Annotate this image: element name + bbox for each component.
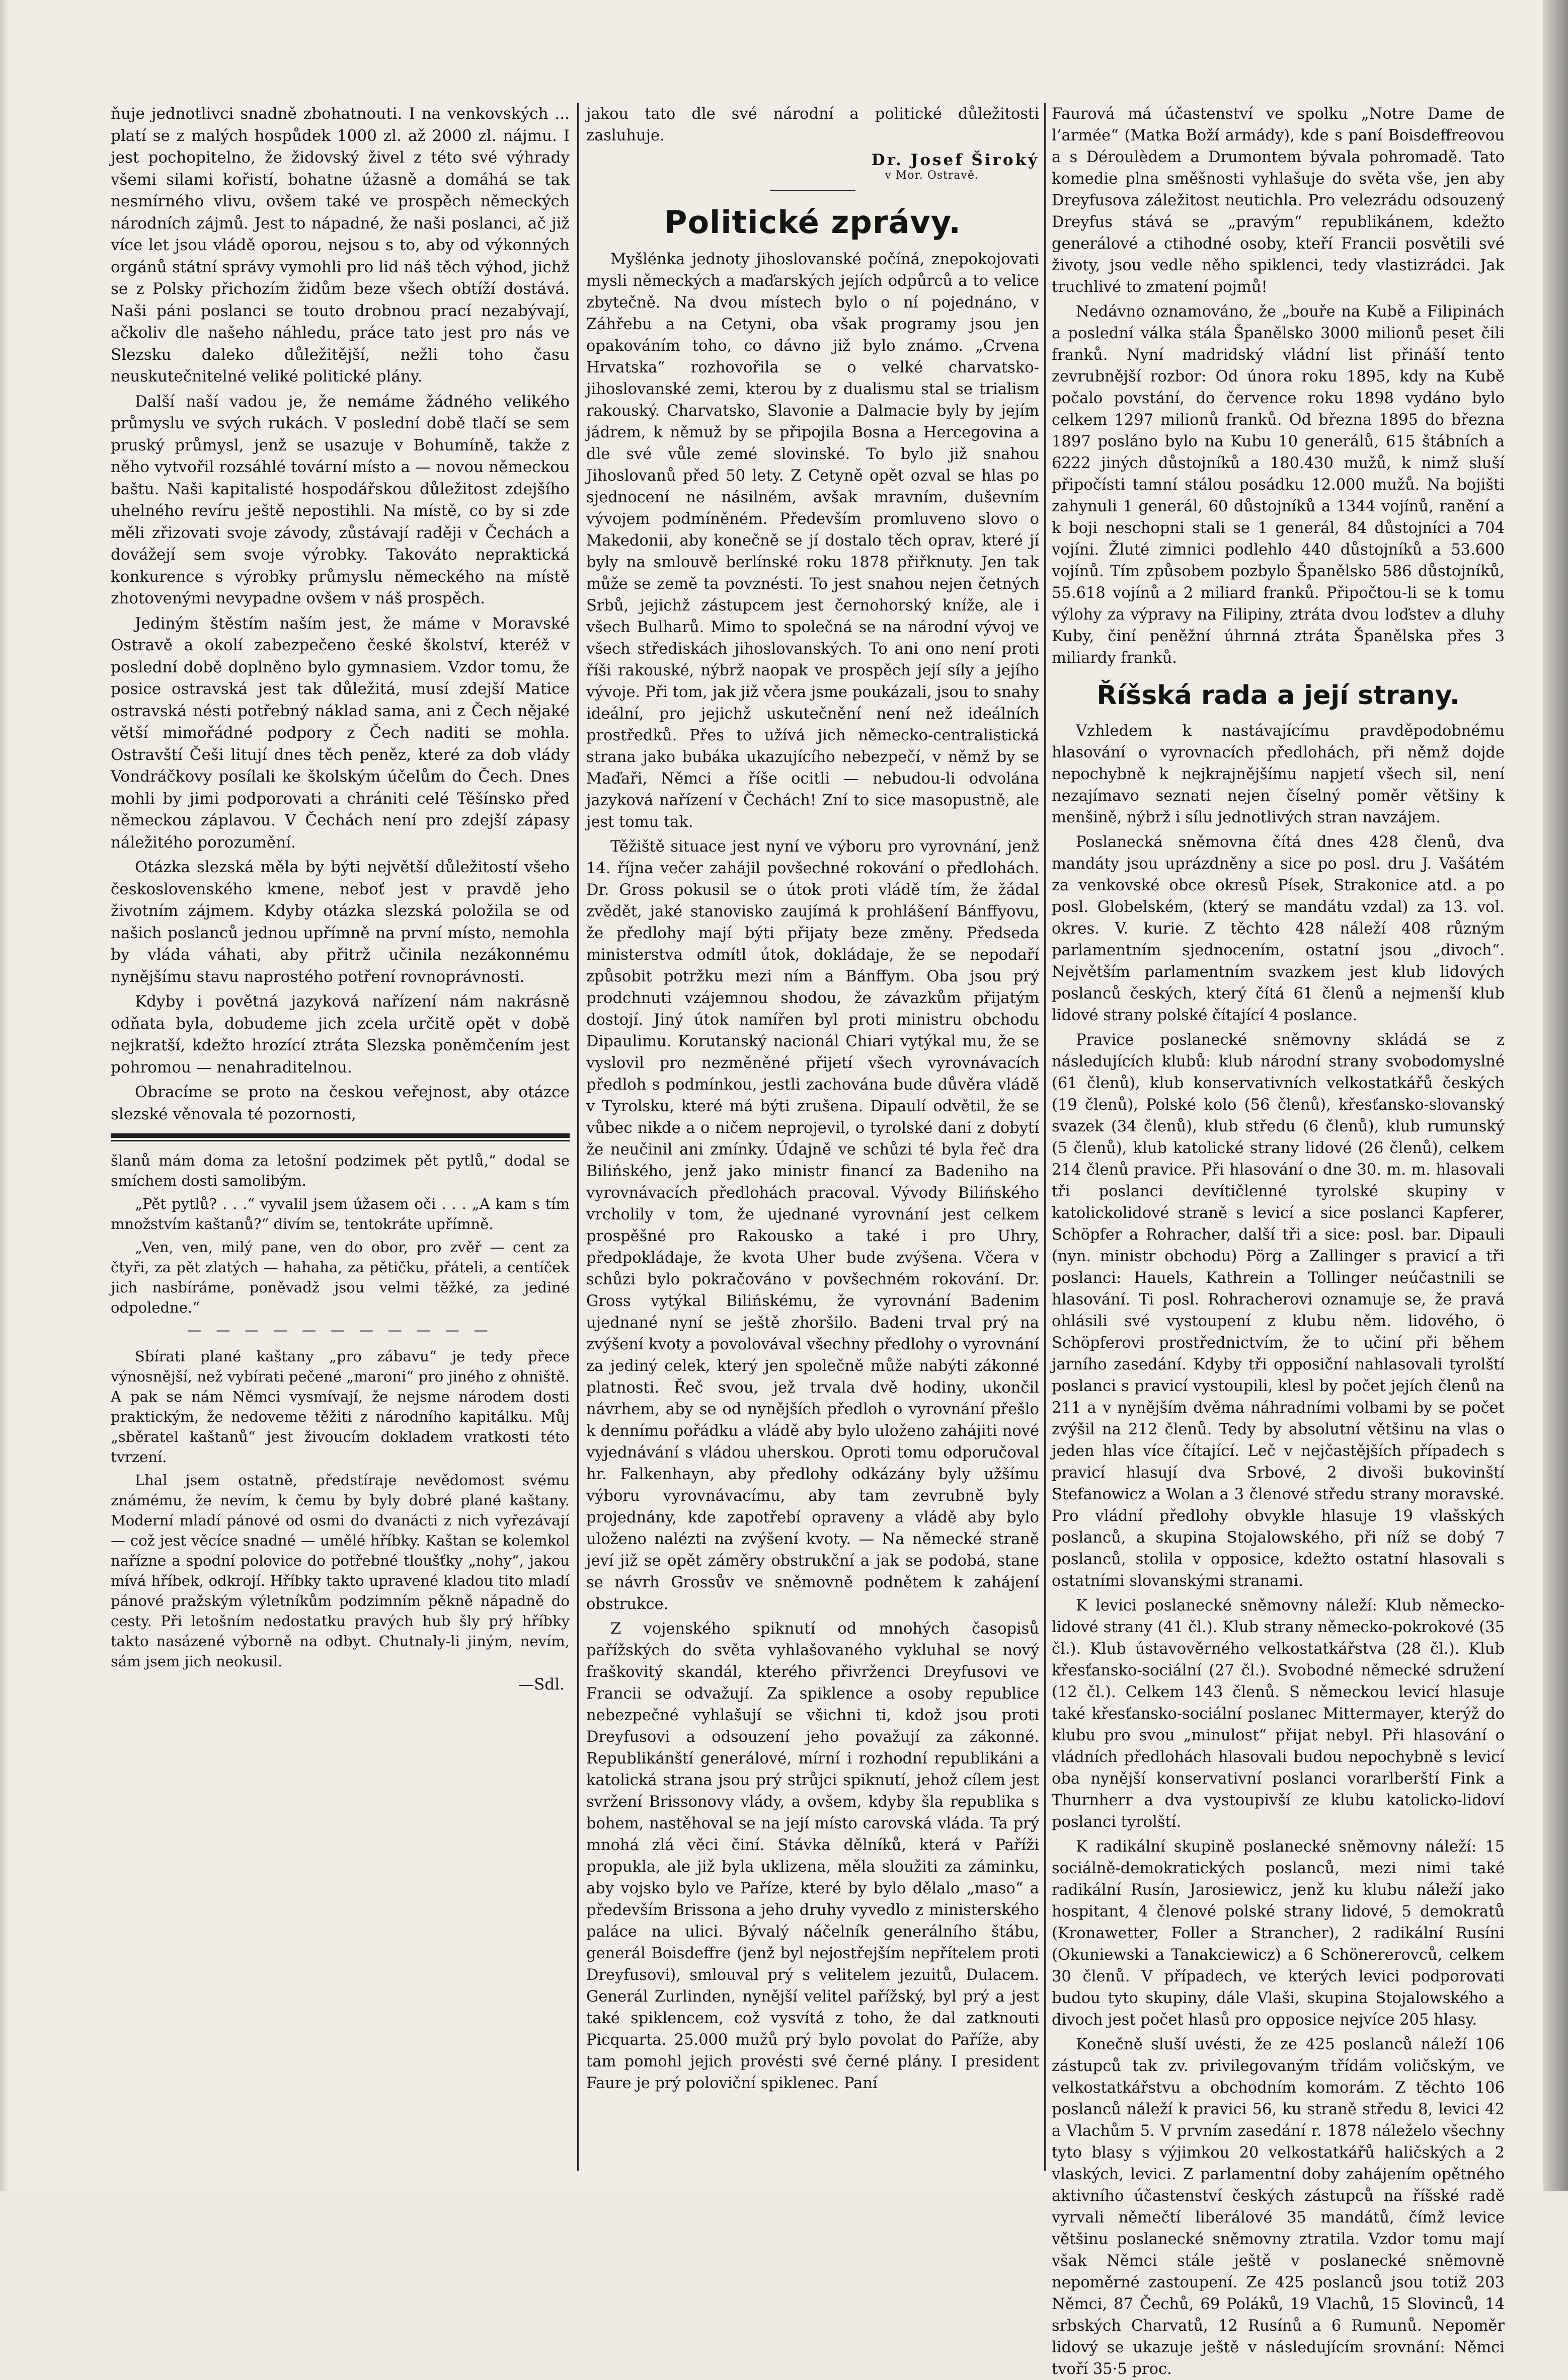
col3-paragraph: Vzhledem k nastávajícímu pravděpodobnému hlasování o vyrovnacích předlohách, při němž dojde nepochybně k nejkrajnějšímu napjetí všech sil, není nezajímavo seznati nejen číselný poměr většiny k menšině, nýbrž i sílu jednotlivých stran navzájem. <box>1052 722 1505 826</box>
col1-paragraph: Obracíme se proto na českou veřejnost, aby otázce slezské věnovala té pozornosti, <box>111 1083 570 1123</box>
feuilleton-thin-rule <box>111 1140 570 1141</box>
col3-paragraph: Konečně sluší uvésti, že ze 425 poslanců náleží 106 zástupců tak zv. privilegovaným třídám voličským, ve velkostatkářstvu a obchodním komorám. Z těchto 106 poslanců náleží k pravici 56, ku straně středu 8, levici 42 a Vlachům 5. V prvním zasedání r. 1878 náleželo všechny tyto blasy s výjimkou 20 velkostatkářů haličských a 2 vlaských, levici. Z parlamentní doby zahájením opětného aktivního účastenství českých zástupců na říšské radě vyrvali němečtí liberálové 35 mandátů, čímž levice většinu poslanecké sněmovny ztratila. Vzdor tomu mají však Němci stále ještě v poslanecké sněmovně nepoměrné zastoupení. Ze 425 poslanců jsou totiž 203 Němci, 87 Čechů, 69 Poláků, 19 Vlachů, 15 Slovinců, 14 srbských Charvatů, 12 Rusínů a 6 Rumunů. Nepoměr lidový se ukazuje ještě v následujícím srovnání: Němci tvoří 35·5 proc. <box>1052 2036 1505 2378</box>
col3-paragraph: Faurová má účastenství ve spolku „Notre Dame de l’armée“ (Matka Boží armády), kde s paní Boisdeffreovou a s Déroulèdem a Drumontem bývala pohromadě. Tato komedie plna směšnosti vyhlašuje do světa vše, jen aby Dreyfusova záležitost neutichla. Pro velezrádu odsouzený Dreyfus stává se „pravým“ republikánem, kdežto generálové a ctihodné osoby, kteří Francii posvětili své životy, jsou vedle něho spiklenci, tedy vlastizrádci. Jak truchlivé to zmatení pojmů! <box>1052 105 1505 296</box>
col2-paragraph: Těžiště situace jest nyní ve výboru pro vyrovnání, jenž 14. října večer zahájil povšechné rokování o předlohách. Dr. Gross pokusil se o útok proti vládě tím, že žádal zvědět, jaké stanovisko zaujímá k prohlášení Bánffyovu, že předlohy mají býti přijaty beze změny. Předseda ministerstva odmítl útok, dokládaje, že se nepodaří způsobit potržku mezi ním a Bánffym. Oba jsou prý prodchnuti vzájemnou shodou, že závazkům přijatým dostojí. Jiný útok namířen byl proti ministru obchodu Dipaulimu. Korutanský nacionál Chiari vytýkal mu, že se vyslovil pro nezměněné přijetí všech vyrovnávacích předloh s podmínkou, jestli zachována bude důvěra vládě v Tyrolsku, které má býti zrušena. Dipaulí odvětil, že se vůbec nikde a o ničem neprojevil, o tyrolské dani z dobytí že neučinil ani zmínky. Údajně ve schůzi té byla řeč dra Bilińského, jenž jako ministr financí za Badeniho na vyrovnávacích předlohách pracoval. Vývody Bilińského vrcholily v tom, že ujednané vyrovnání jest celkem prospěšné pro Rakousko a také i pro Uhry, předpokládaje, že kvota Uher bude zvýšena. Včera v schůzi bylo pokračováno v povšechném rokování. Dr. Gross vytýkal Bilińskému, že vyrovnání Badenim ujednané nyní se ještě zhoršilo. Badeni trval prý na zvýšení kvoty a povolovával všechny předlohy o vyrovnání za jediný celek, který jen společně může nabýti zákonné platnosti. Řeč svou, jež trvala dvě hodiny, ukončil návrhem, aby se od nynějších předloh o vyrovnání přešlo k dennímu pořádku a vládě aby bylo uloženo zahájiti nové vyjednávání s vládou uherskou. Oproti tomu odporučoval hr. Falkenhayn, aby předlohy odkázány byly užšímu výboru vyrovnávacímu, aby tam zevrubně byly projednány, kde zapotřebí opraveny a vládě aby bylo uloženo nalézti na zvýšení kvoty. — Na německé straně jeví již se opět záměry obstrukční a jak se podobá, stane se návrh Grossův ve sněmovně podnětem k zahájení obstrukce. <box>586 838 1039 1613</box>
col1-paragraph: Kdyby i povětná jazyková nařízení nám nakrásně odňata byla, dobudeme jich zcela určitě opět v době nejkratší, kdežto hrozící ztráta Slezska poněmčením jest pohromou — nenahraditelnou. <box>111 992 570 1077</box>
feuilleton-paragraph: „Ven, ven, milý pane, ven do obor, pro zvěř — cent za čtyři, za pět zlatých — hahaha, za pětičku, přáteli, a centíček jich nasbíráme, poněvadž jsou velmi těžké, za jediné odpoledne.“ <box>111 1239 570 1316</box>
feuilleton-signature: —Sdl. <box>518 1675 565 1694</box>
col1-paragraph: Otázka slezská měla by býti největší důležitostí všeho československého kmene, neboť jest v pravdě jeho životním zájmem. Kdyby otázka slezská položila se od našich poslanců jednou upřímně na první místo, nemohla by vláda váhati, aby přitrž učinila nezákonnému nynějšímu stavu naprostého potření rovnoprávnosti. <box>111 858 570 986</box>
section-divider <box>770 190 855 191</box>
column-2 <box>586 103 1039 2171</box>
col2-paragraph: Myšlénka jednoty jihoslovanské počíná, znepokojovati mysli německých a maďarských jejích odpůrců a to velice zbytečně. Na dvou místech bylo o ní pojednáno, v Záhřebu a na Cetyni, oba však programy jsou jen opakováním toho, co dávno již bylo známo. „Crvena Hrvatska“ rozhovořila se o velké charvatsko-jihoslovanské zemi, kterou by z dualismu stal se trialism rakouský. Charvatsko, Slavonie a Dalmacie byly by jejím jádrem, k němuž by se připojila Bosna a Hercegovina a dle své vůle zemé slovinské. To bylo již snahou Jihoslovanů před 50 lety. Z Cetyně opět ozval se hlas po sjednocení ne násilném, avšak mravním, duševním vývojem podmíněném. Především promluveno slovo o Makedonii, aby konečně se jí dostalo těch oprav, které jí byly na smlouvě berlínské roku 1878 přiřknuty. Jen tak může se země ta povznésti. To jest snahou nejen četných Srbů, jejichž zástupcem jest černohorský kníže, ale i všech Bulharů. Mimo to společná se na národní vývoj ve všech střediskách jihoslovanských. To ani ono není proti říši rakouské, nýbrž naopak ve prospěch její síly a jejího vývoje. Při tom, jak již včera jsme poukázali, jsou to snahy ideální, pro jejichž uskutečnění není než ideálních prostředků. Přes to užívá jich německo-centralistická strana jako bubáka ukazujícího nebezpečí, v němž by se Maďaři, Němci a říše ocitli — nebudou-li odvolána jazyková nařízení v Čechách! Zní to sice masopustně, ale jest tomu tak. <box>586 251 1039 831</box>
feuilleton-paragraph: Sbírati plané kaštany „pro zábavu“ je tedy přece výnosnější, než vybírati pečené „maroni“ pro jiného z ohniště. A pak se nám Němci vysmívají, že nejsme národem dosti praktickým, že nedoveme těžiti z národního kapitálku. Můj „sběratel kaštanů“ jest živoucím dokladem vratkosti této tvrzení. <box>111 1348 570 1466</box>
col1-paragraph: ňuje jednotlivci snadně zbohatnouti. I na venkovských ... platí se z malých hospůdek 1000 zl. až 2000 zl. nájmu. I jest pochopitelno, že židovský živel z této své výhrady všemi silami kořistí, bohatne úžasně a domáhá se tak nesmírného vlivu, ovšem také ve prospěch německých národních zájmů. Jest to nápadné, že naši poslanci, ač již více let jsou vládě oporou, nejsou s to, aby od výkonných orgánů státní správy vymohli pro lid náš těch výhod, jichž se z Polsky přichozím židům beze všech obtíží dostává. Naši páni poslanci se touto drobnou prací nezabývají, ačkoliv dle našeho náhledu, práce tato jest pro nás ve Slezsku daleko důležitější, nežli toho času neuskutečnitelné veliké politické plány. <box>111 105 570 386</box>
feuilleton-paragraph: „Pět pytlů? . . .“ vyvalil jsem úžasem oči . . . „A kam s tím množstvím kaštanů?“ divím se, tentokráte upřímně. <box>111 1195 570 1233</box>
col3-paragraph: Poslanecká sněmovna čítá dnes 428 členů, dva mandáty jsou uprázdněny a sice po posl. dru J. Vašátém za venkovské obce okresů Písek, Strakonice atd. a po posl. Globelském, (který se mandátu vzdal) za 13. vol. okres. V. kurie. Z těchto 428 náleží 408 různým parlamentním sjednocením, ostatní jsou „divoch“. Největším parlamentním svazkem jest klub lidových poslanců českých, který čítá 61 členů a nejmenší klub lidové strany polské čítající 4 poslance. <box>1052 833 1505 1024</box>
author-name: Dr. Josef Široký <box>871 151 1039 169</box>
feuilleton-paragraph: Lhal jsem ostatně, předstíraje nevědomost svému známému, že nevím, k čemu by byly dobré plané kaštany. Moderní mladí pánové od osmi do dvanácti z nich vyřezávají — což jest věcíce snadné — umělé hříbky. Kaštan se kolemkol nařízne a spodní polovice do potřebné tloušťky „nohy“, jakou mívá hříbek, odkrojí. Hříbky takto upravené kladou tito mladí pánové pražským výletníkům podzimním pěkně nápadně do cesty. Při letošním nedostatku pravých hub šly prý hříbky takto nasázené výborně na odbyt. Chutnaly-li jiným, nevím, sám jsem jich neokusil. <box>111 1472 570 1670</box>
col3-paragraph: K levici poslanecké sněmovny náleží: Klub německo-lidové strany (41 čl.). Klub strany německo-pokrokové (35 čl.). Klub ústavověrného velkostatkářstva (28 čl.). Klub křesťansko-sociální (27 čl.). Svobodné německé sdružení (12 čl.). Celkem 143 členů. S německou levicí hlasuje také křesťansko-sociální poslanec Mittermayer, kterýž do klubu pro svou „minulost“ přijat nebyl. Při hlasování o vládních předlohách hlasovali budou nepochybně s levicí oba nynější konservativní poslanci vorarlberští Fink a Thurnherr a dva vystoupivší ze klubu katolicko-lidoví poslanci tyrolští. <box>1052 1597 1505 1831</box>
section-heading-political-news: Politické zprávy. <box>664 204 961 241</box>
column-rule-1 <box>577 103 579 2171</box>
col1-paragraph: Další naší vadou je, že nemáme žádného velikého průmyslu ve svých rukách. V poslední době tlačí se sem pruský průmysl, jenž se usazuje v Bohumíně, takže z něho vytvořil rozsáhlé tovární místo a — novou německou baštu. Naši kapitalisté hospodářskou důležitost zdejšího uhelného revíru ještě nepostihli. Na místě, co by si zde měli zřizovati svoje závody, zůstávají raději v Čechách a dovážejí sem svoje výrobky. Takováto nepraktická konkurence s výrobky průmyslu německého na místě zhotovenými nevypadne ovšem v náš prospěch. <box>111 392 570 607</box>
page-right-edge <box>1543 0 1568 2191</box>
col3-paragraph: K radikální skupině poslanecké sněmovny náleží: 15 sociálně-demokratických poslanců, mezi nimi také radikální Rusín, Jarosiewicz, jenž ku klubu náleží jako hospitant, 4 členové polské strany lidové, 5 demokratů (Kronawetter, Foller a Strancher), 2 radikální Rusíni (Okuniewski a Tanakciewicz) a 6 Schönererovců, celkem 30 členů. V případech, ve kterých levici podporovati budou tyto skupiny, dále Vlaši, skupina Stojalowského a divoch jest počet hlasů pro opposice nejvíce 205 hlasy. <box>1052 1838 1505 2029</box>
feuilleton-dashes: — — — — — — — — — — — <box>187 1322 493 1338</box>
author-place: v Mor. Ostravě. <box>885 169 979 182</box>
col3-paragraph: Pravice poslanecké sněmovny skládá se z následujících klubů: klub národní strany svobodomyslné (61 členů), klub konservativních velkostatkářů českých (19 členů), Polské kolo (56 členů), křesťansko-slovanský svazek (34 členů), klub středu (6 členů), klub rumunský (5 členů), klub katolické strany lidové (26 členů), celkem 214 členů pravice. Při hlasování o dne 30. m. m. hlasovali tři poslanci devítičlenné tyrolské skupiny v katolickolidové straně s levicí a sice poslanci Kapferer, Schöpfer a Rohracher, další tři a sice: posl. bar. Dipauli (nyn. ministr obchodu) Pörg a Zallinger s pravicí a tři poslanci: Hauels, Kathrein a Tollinger neúčastnili se hlasování. Ti posl. Rohracherovi oznamuje se, že pravá ohlásili své vystoupení z klubu něm. lidového, ö Schöpferovi prostřednictvím, že to učiní při během jarního zasedání. Kdyby tři opposiční nahlasovali tyrolští poslanci s pravicí vystoupili, klesl by počet jejích členů na 211 a v nynějším dvěma náhradními volbami by se počet zvýšil na 212 členů. Tedy by absolutní většinu na vlas o jeden hlas více čítající. Leč v nejčastějších případech s pravicí hlasují dva Srbové, 2 divoši bukovinští Stefanowicz a Wolan a 3 členové středu strany moravské. Pro vládní předlohy obvykle hlasuje 19 vlašských poslanců, a skupina Stojalowského, při níž se dobý 7 poslanců, stolila v opposice, kdežto ostatní hlasovali s ostatními slovanskými stranami. <box>1052 1031 1505 1590</box>
column-1 <box>111 103 570 2171</box>
feuilleton-thick-rule <box>111 1133 570 1138</box>
feuilleton <box>111 1150 570 1694</box>
col2-intro: jakou tato dle své národní a politické důležitosti zasluhuje. <box>586 105 1039 144</box>
col3-paragraph: Nedávno oznamováno, že „bouře na Kubě a Filipinách a poslední válka stála Španělsko 3000 milionů peset čili franků. Nyní madridský vládní list přináší tento zevrubnější rozbor: Od února roku 1895, kdy na Kubě počalo povstání, do července roku 1898 vydáno bylo celkem 1297 milionů franků. Od března 1895 do března 1897 posláno bylo na Kubu 10 generálů, 615 štábních a 6222 jiných důstojníků a 180.430 mužů, k nimž sluší připočísti tamní stálou posádku 12.000 mužů. Na bojišti zahynuli 1 generál, 60 důstojníků a 1344 vojínů, ranění a k boji neschopni stali se 1 generál, 84 důstojníci a 704 vojíni. Žluté zimnici podlehlo 440 důstojníků a 53.600 vojínů. Tím způsobem pozbylo Španělsko 586 důstojníků, 55.618 vojínů a 2 miliard franků. Připočtou-li se k tomu výlohy za výpravy na Filipiny, ztráta dvou loďstev a dluhy Kuby, činí peněžní úhrnná ztráta Španělska přes 3 miliardy franků. <box>1052 303 1505 667</box>
column-3 <box>1052 103 1505 2378</box>
page-left-shadow <box>0 0 9 2191</box>
col2-paragraph: Z vojenského spiknutí od mnohých časopisů pařížských do světa vyhlašovaného vykluhal se nový fraškovitý skandál, kterého přivrženci Dreyfusovi ve Francii se odvažují. Za spiklence a osoby republice nebezpečné vyhlašují se všichni ti, kdož jsou proti Dreyfusovi a odsouzení jeho považují za zákonné. Republikánští generálové, mírní i rozhodní republikáni a katolická strana jsou prý strůjci spiknutí, jehož cílem jest svržení Brissonovy vlády, a ovšem, kdyby šla republika s bohem, nastěhoval se na její místo carovská vláda. Ta prý mnohá zlá věci činí. Stávka dělníků, která v Paříži propukla, ale již byla uklizena, měla sloužiti za záminku, aby vojsko bylo ve Paříze, které by bylo dělalo „maso“ a především Brissona a jeho druhy vyvedlo z ministerského paláce na ulici. Bývalý náčelník generálního štábu, generál Boisdeffre (jenž byl nejostřejším nepřítelem proti Dreyfusovi), smlouval prý s velitelem jezuitů, Dulacem. Generál Zurlinden, nynější velitel pařížský, byl prý a jest také spiklencem, což vysvítá z toho, že dal zatknouti Picquarta. 25.000 mužů prý bylo povolat do Paříže, aby tam pomohl jejich provésti své černé plány. I president Faure je prý poloviční spiklenec. Paní <box>586 1620 1039 2092</box>
col1-paragraph: Jediným štěstím naším jest, že máme v Moravské Ostravě a okolí zabezpečeno české školství, kteréž v poslední době doplněno bylo gymnasiem. Vzdor tomu, že posice ostravská jest tak důležitá, musí zdejší Matice ostravská nésti potřebný náklad sama, ani z Čech nějaké větší mimořádné podpory z Čech naditi se mohla. Ostravští Češi litují dnes těch peněz, které za dob vlády Vondráčkovy posílali ke školským účelům do Čech. Dnes mohli by jimi podporovati a chrániti celé Těšínsko před německou záplavou. V Čechách není pro zdejší zápasy náležitého porozumění. <box>111 614 570 852</box>
feuilleton-paragraph: šlanů mám doma za letošní podzimek pět pytlů,“ dodal se smíchem dosti samolibým. <box>111 1152 570 1189</box>
article-signature <box>586 149 1039 171</box>
section-heading-imperial-council: Říšská rada a její strany. <box>1096 680 1460 711</box>
column-rule-2 <box>1044 103 1046 2171</box>
